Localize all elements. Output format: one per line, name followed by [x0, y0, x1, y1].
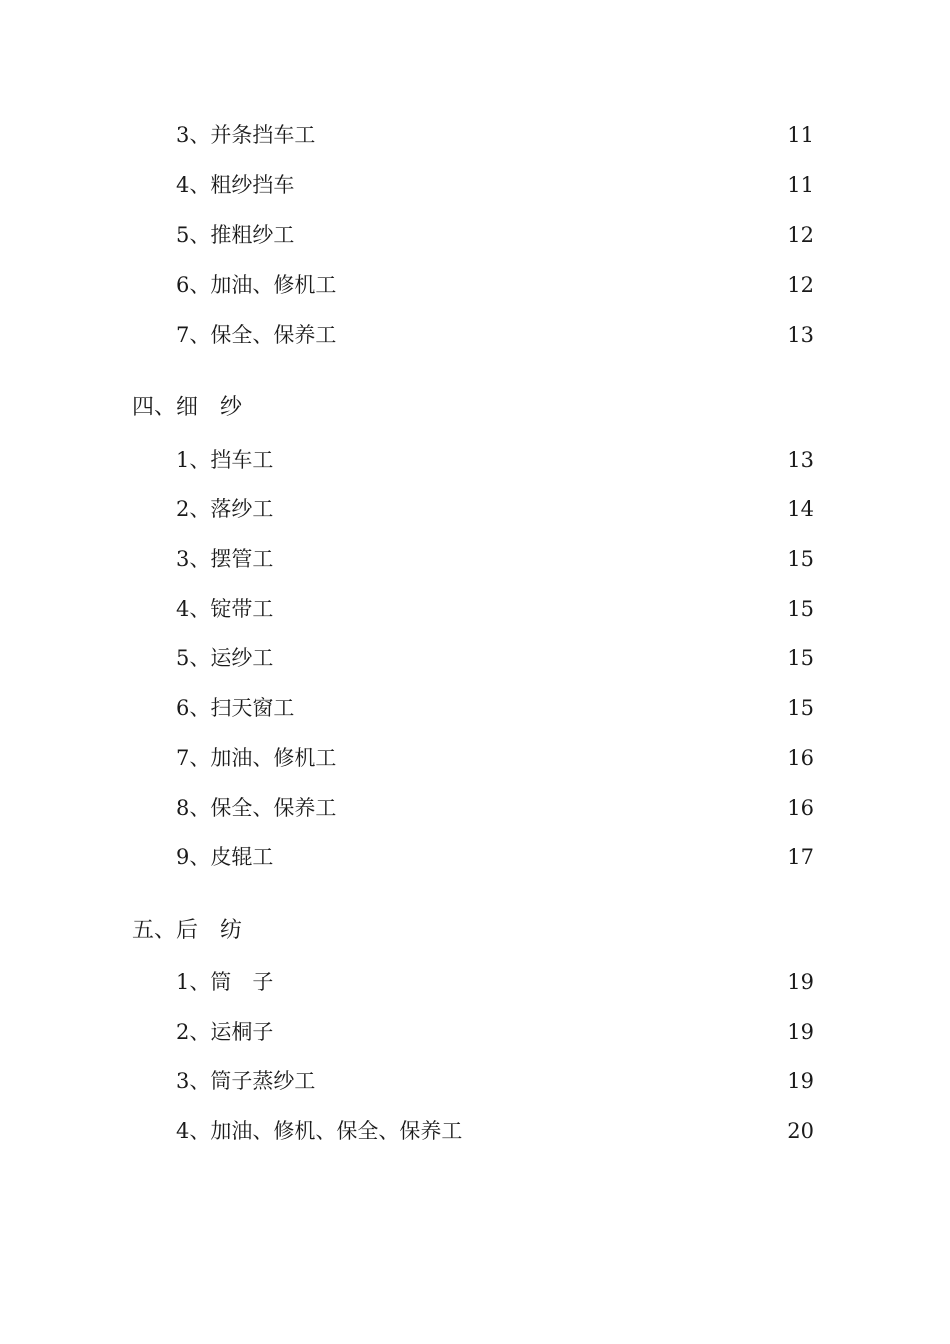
toc-entry-label: 5、运纱工 [176, 646, 274, 670]
toc-entry-page: 15 [787, 547, 814, 571]
toc-entry [176, 120, 814, 150]
toc-entry-label: 7、保全、保养工 [176, 323, 337, 347]
toc-entry-page: 14 [787, 497, 814, 521]
toc-entry-label: 9、皮辊工 [176, 845, 274, 869]
toc-section-heading: 五、后 纺 [132, 918, 243, 943]
toc-entry [176, 270, 814, 300]
toc-entry [176, 445, 814, 475]
toc-entry [176, 494, 814, 524]
toc-entry-label: 6、加油、修机工 [176, 273, 337, 297]
toc-entry-label: 3、摆管工 [176, 547, 274, 571]
toc-entry [176, 220, 814, 250]
toc-entry-label: 1、挡车工 [176, 448, 274, 472]
toc-entry-label: 3、并条挡车工 [176, 123, 316, 147]
toc-entry-label: 4、粗纱挡车 [176, 173, 295, 197]
toc-entry-label: 6、扫天窗工 [176, 696, 295, 720]
toc-entry [176, 1066, 814, 1096]
toc-entry-page: 17 [787, 845, 814, 869]
toc-entry [176, 643, 814, 673]
toc-entry-label: 7、加油、修机工 [176, 746, 337, 770]
toc-entry-label: 2、落纱工 [176, 497, 274, 521]
toc-entry-page: 20 [787, 1119, 814, 1143]
toc-entry [176, 743, 814, 773]
toc-section-heading: 四、细 纱 [132, 395, 243, 420]
toc-entry-page: 16 [787, 746, 814, 770]
toc-entry-label: 4、加油、修机、保全、保养工 [176, 1119, 463, 1143]
toc-entry-label: 2、运桐子 [176, 1020, 274, 1044]
toc-entry [176, 594, 814, 624]
toc-entry-label: 1、筒 子 [176, 970, 274, 994]
toc-entry-page: 13 [787, 448, 814, 472]
toc-entry-label: 5、推粗纱工 [176, 223, 295, 247]
toc-entry-page: 15 [787, 696, 814, 720]
toc-entry [176, 320, 814, 350]
toc-entry-label: 3、筒子蒸纱工 [176, 1069, 316, 1093]
toc-entry-page: 16 [787, 796, 814, 820]
toc-entry-label: 8、保全、保养工 [176, 796, 337, 820]
toc-entry-page: 11 [787, 173, 814, 197]
toc-entry [176, 1116, 814, 1146]
toc-entry-page: 13 [787, 323, 814, 347]
toc-entry-page: 12 [787, 273, 814, 297]
toc-entry-page: 15 [787, 646, 814, 670]
toc-entry [176, 793, 814, 823]
toc-entry-page: 15 [787, 597, 814, 621]
toc-entry [176, 170, 814, 200]
toc-entry [176, 693, 814, 723]
toc-entry-page: 19 [787, 1020, 814, 1044]
toc-entry [176, 967, 814, 997]
toc-entry-page: 12 [787, 223, 814, 247]
toc-entry [176, 544, 814, 574]
toc-entry [176, 1017, 814, 1047]
toc-entry-label: 4、锭带工 [176, 597, 274, 621]
toc-entry [176, 842, 814, 872]
toc-entry-page: 19 [787, 1069, 814, 1093]
toc-entry-page: 11 [787, 123, 814, 147]
toc-entry-page: 19 [787, 970, 814, 994]
